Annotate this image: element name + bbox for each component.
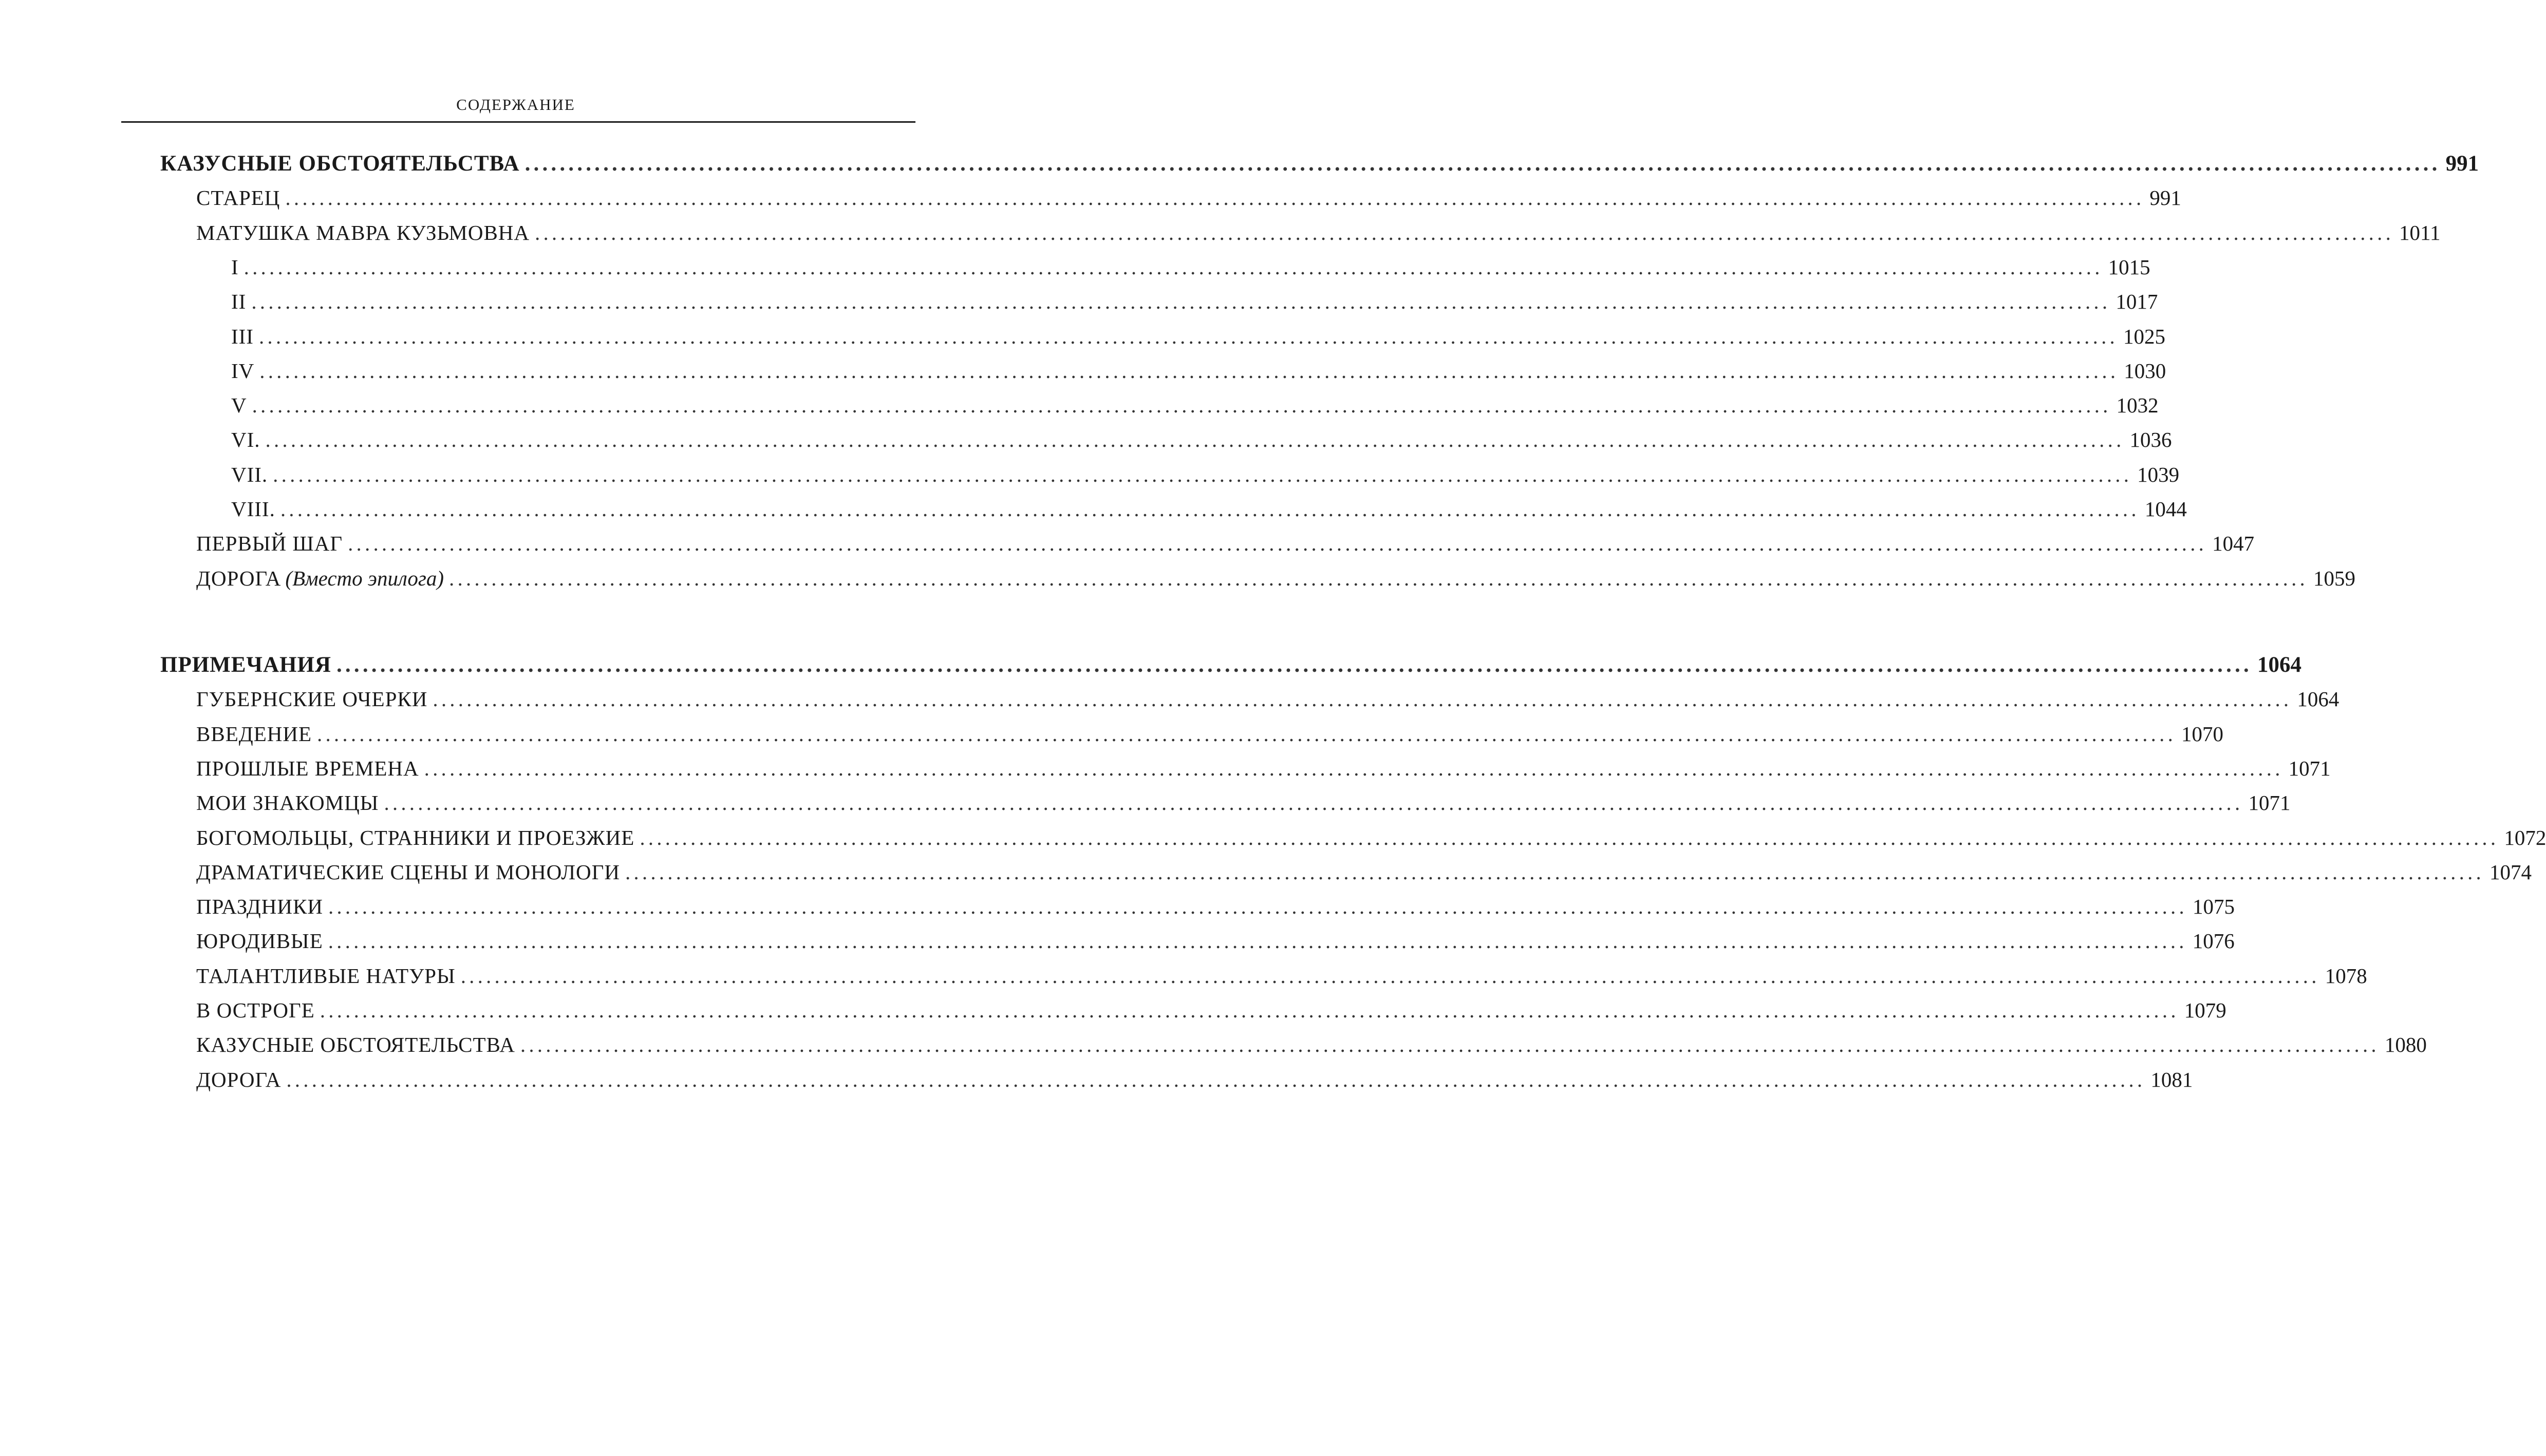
- toc-page-number: 1064: [2257, 653, 2301, 677]
- toc-entry-title: КАЗУСНЫЕ ОБСТОЯТЕЛЬСТВА: [196, 1033, 515, 1057]
- toc-entry[interactable]: [196, 220, 2441, 251]
- toc-page-number: 1071: [2248, 791, 2291, 815]
- toc-entry[interactable]: [196, 185, 2181, 216]
- dot-leader: ............................................................................................................................................................................................................................: [328, 929, 2187, 953]
- toc-page-number: 1075: [2192, 895, 2235, 919]
- toc-entry[interactable]: [196, 687, 2339, 717]
- toc-entry[interactable]: [196, 531, 2255, 562]
- toc-entry-title: ПРОШЛЫЕ ВРЕМЕНА: [196, 756, 419, 780]
- toc-entry[interactable]: [196, 929, 2235, 959]
- toc-page-number: 1080: [2384, 1033, 2427, 1057]
- toc-chapter-entry[interactable]: [231, 393, 2159, 424]
- dot-leader: ............................................................................................................................................................................................................................: [336, 653, 2252, 677]
- toc-entry-title: ТАЛАНТЛИВЫЕ НАТУРЫ: [196, 963, 456, 988]
- toc-chapter-entry[interactable]: [231, 324, 2165, 355]
- toc-page-number: 1039: [2137, 462, 2180, 486]
- dot-leader: ............................................................................................................................................................................................................................: [259, 358, 2119, 383]
- toc-entry-title: VIII.: [231, 497, 275, 521]
- dot-leader: ............................................................................................................................................................................................................................: [328, 895, 2187, 919]
- toc-entry[interactable]: [196, 825, 2546, 856]
- toc-page-number: 1070: [2181, 722, 2224, 746]
- toc-page-number: 1064: [2297, 687, 2339, 711]
- dot-leader: ............................................................................................................................................................................................................................: [449, 566, 2308, 590]
- dot-leader: ............................................................................................................................................................................................................................: [460, 963, 2320, 988]
- dot-leader: ............................................................................................................................................................................................................................: [273, 462, 2132, 486]
- toc-page-number: 1032: [2116, 393, 2159, 418]
- toc-entry[interactable]: [196, 860, 2532, 891]
- toc-entry[interactable]: [196, 790, 2291, 821]
- toc-entry[interactable]: [196, 566, 2355, 597]
- toc-entry[interactable]: [196, 756, 2331, 787]
- toc-entry-title: КАЗУСНЫЕ ОБСТОЯТЕЛЬСТВА: [160, 152, 520, 176]
- toc-page-number: 1044: [2144, 497, 2187, 521]
- toc-entry-title: III: [231, 324, 254, 348]
- dot-leader: ............................................................................................................................................................................................................................: [280, 497, 2140, 521]
- dot-leader: ............................................................................................................................................................................................................................: [384, 791, 2243, 815]
- toc-entry-title: ЮРОДИВЫЕ: [196, 929, 323, 953]
- toc-entry[interactable]: [196, 998, 2226, 1029]
- toc-chapter-entry[interactable]: [231, 255, 2150, 286]
- dot-leader: ............................................................................................................................................................................................................................: [625, 860, 2484, 884]
- toc-section-heading[interactable]: [160, 652, 2301, 683]
- toc-page-number: 1011: [2399, 220, 2441, 244]
- toc-page-number: 1076: [2192, 929, 2235, 953]
- toc-chapter-entry[interactable]: [231, 462, 2180, 493]
- dot-leader: ............................................................................................................................................................................................................................: [348, 532, 2207, 556]
- toc-entry-title: ДОРОГА: [196, 1067, 282, 1091]
- toc-section-heading[interactable]: [160, 151, 2479, 182]
- running-head: СОДЕРЖАНИЕ: [456, 96, 575, 114]
- toc-entry-title: В ОСТРОГЕ: [196, 998, 315, 1022]
- dot-leader: ............................................................................................................................................................................................................................: [244, 255, 2103, 279]
- toc-entry-subtitle: (Вместо эпилога): [285, 566, 444, 590]
- toc-entry-title: V: [231, 393, 247, 418]
- toc-entry-title: ПРИМЕЧАНИЯ: [160, 653, 331, 677]
- dot-leader: ............................................................................................................................................................................................................................: [640, 825, 2499, 849]
- toc-entry[interactable]: [196, 1032, 2427, 1063]
- toc-entry-title: ГУБЕРНСКИЕ ОЧЕРКИ: [196, 687, 428, 711]
- dot-leader: ............................................................................................................................................................................................................................: [424, 756, 2283, 780]
- toc-page-number: 991: [2445, 152, 2479, 176]
- dot-leader: ............................................................................................................................................................................................................................: [251, 290, 2111, 314]
- toc-page-number: 1078: [2325, 963, 2367, 988]
- toc-entry-title: МОИ ЗНАКОМЦЫ: [196, 791, 379, 815]
- toc-page-number: 1071: [2288, 756, 2331, 780]
- toc-page-number: 1017: [2116, 290, 2158, 314]
- toc-page-number: 1079: [2184, 998, 2226, 1022]
- toc-page-number: 1081: [2150, 1067, 2193, 1091]
- dot-leader: ............................................................................................................................................................................................................................: [433, 687, 2292, 711]
- toc-chapter-entry[interactable]: [231, 497, 2187, 527]
- dot-leader: ............................................................................................................................................................................................................................: [520, 1033, 2380, 1057]
- dot-leader: ............................................................................................................................................................................................................................: [317, 722, 2177, 746]
- toc-page-number: 1025: [2123, 324, 2165, 348]
- toc-entry-title: ВВЕДЕНИЕ: [196, 722, 312, 746]
- toc-chapter-entry[interactable]: [231, 427, 2172, 458]
- toc-page-number: 1015: [2108, 255, 2150, 279]
- toc-page-number: 1036: [2129, 428, 2172, 452]
- toc-entry-title: БОГОМОЛЬЦЫ, СТРАННИКИ И ПРОЕЗЖИЕ: [196, 825, 635, 849]
- toc-entry-title: II: [231, 290, 247, 314]
- toc-entry[interactable]: [196, 722, 2224, 752]
- toc-chapter-entry[interactable]: [231, 358, 2166, 389]
- dot-leader: ............................................................................................................................................................................................................................: [320, 998, 2179, 1022]
- dot-leader: ............................................................................................................................................................................................................................: [265, 428, 2125, 452]
- toc-entry-title: IV: [231, 358, 255, 383]
- dot-leader: ............................................................................................................................................................................................................................: [535, 220, 2394, 244]
- toc-entry[interactable]: [196, 963, 2367, 994]
- dot-leader: ............................................................................................................................................................................................................................: [252, 393, 2111, 418]
- dot-leader: ............................................................................................................................................................................................................................: [286, 1067, 2146, 1091]
- toc-entry-title: МАТУШКА МАВРА КУЗЬМОВНА: [196, 220, 530, 244]
- toc-entry-title: I: [231, 255, 239, 279]
- dot-leader: ............................................................................................................................................................................................................................: [285, 186, 2145, 210]
- toc-entry-title: СТАРЕЦ: [196, 186, 280, 210]
- toc-page-number: 1047: [2212, 532, 2255, 556]
- toc-entry-title: ПЕРВЫЙ ШАГ: [196, 532, 343, 556]
- toc-entry-title: ДОРОГА (Вместо эпилога): [196, 566, 444, 590]
- toc-chapter-entry[interactable]: [231, 289, 2158, 320]
- dot-leader: ............................................................................................................................................................................................................................: [258, 324, 2118, 348]
- toc-entry-title: VII.: [231, 462, 268, 486]
- toc-page-number: 1059: [2313, 566, 2355, 590]
- toc-entry-title: ДРАМАТИЧЕСКИЕ СЦЕНЫ И МОНОЛОГИ: [196, 860, 620, 884]
- header-rule: [121, 121, 915, 123]
- dot-leader: ............................................................................................................................................................................................................................: [525, 152, 2441, 176]
- toc-page-number: 1072: [2504, 825, 2546, 849]
- toc-entry-title: ПРАЗДНИКИ: [196, 895, 323, 919]
- toc-entry[interactable]: [196, 894, 2235, 925]
- toc-page-number: 1074: [2489, 860, 2532, 884]
- toc-entry[interactable]: [196, 1067, 2193, 1098]
- toc-page-number: 991: [2149, 186, 2181, 210]
- toc-page-number: 1030: [2124, 358, 2166, 383]
- toc-entry-title: VI.: [231, 428, 260, 452]
